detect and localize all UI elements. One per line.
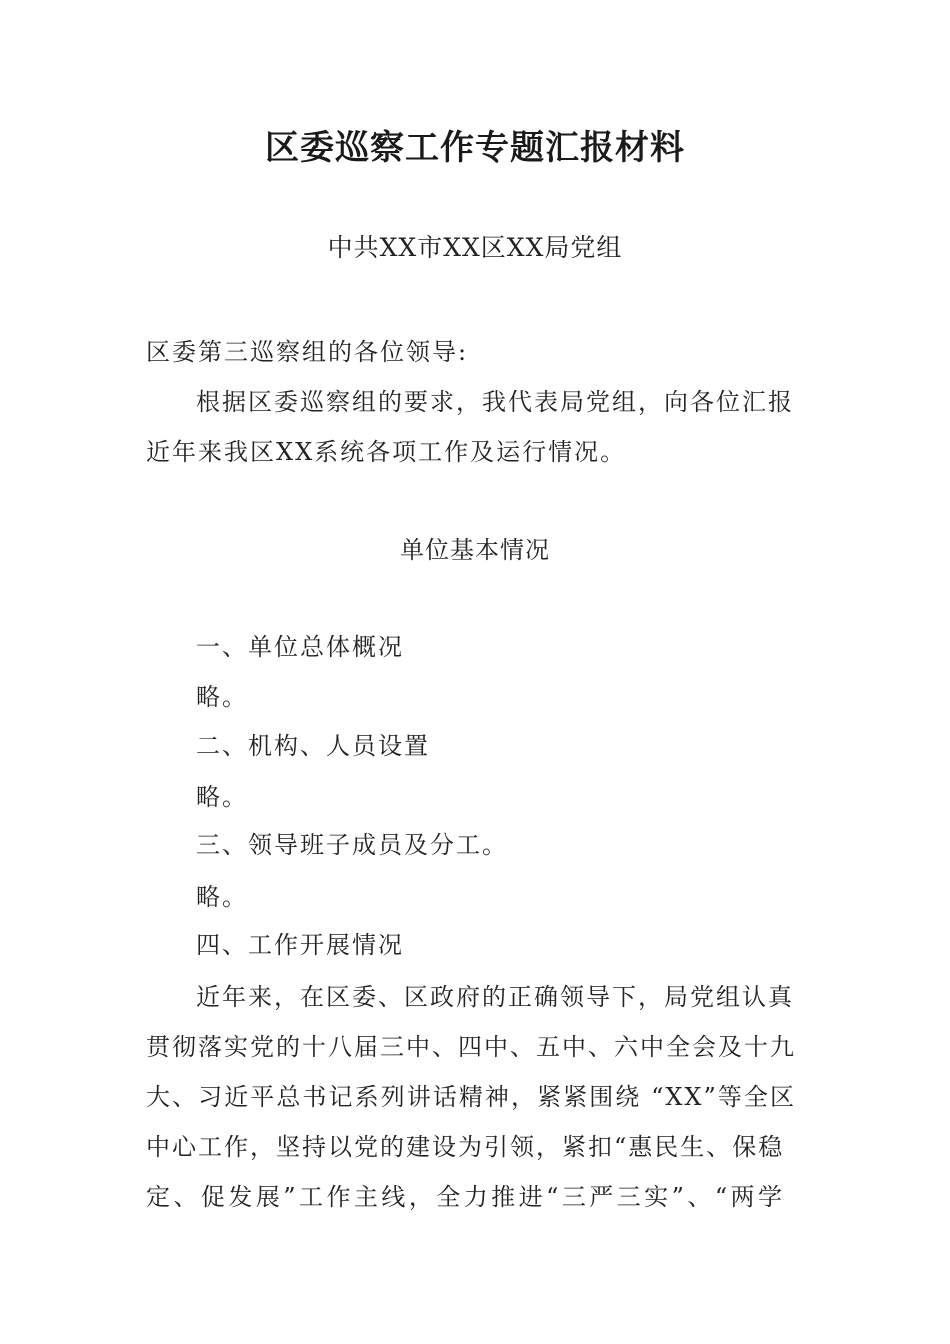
item-body-1: 略。: [196, 683, 248, 711]
item4-body-line-3: 大、习近平总书记系列讲话精神，紧紧围绕 “XX”等全区: [146, 1083, 796, 1111]
section-heading: 单位基本情况: [400, 536, 550, 564]
document-author: 中共XX市XX区XX局党组: [327, 233, 623, 262]
item-body-2: 略。: [196, 783, 248, 811]
salutation: 区委第三巡察组的各位领导:: [146, 338, 469, 366]
item4-body-line-5: 定、促发展”工作主线，全力推进“三严三实”、“两学: [146, 1183, 784, 1211]
document-title: 区委巡察工作专题汇报材料: [265, 128, 685, 168]
intro-line-2: 近年来我区XX系统各项工作及运行情况。: [146, 438, 627, 466]
item-heading-2: 二、机构、人员设置: [196, 732, 430, 760]
item4-body-line-1: 近年来，在区委、区政府的正确领导下，局党组认真: [196, 983, 794, 1011]
item-heading-4: 四、工作开展情况: [196, 931, 404, 959]
item-body-3: 略。: [196, 883, 248, 911]
intro-line-1: 根据区委巡察组的要求，我代表局党组，向各位汇报: [196, 388, 794, 416]
item-heading-3: 三、领导班子成员及分工。: [196, 831, 508, 859]
item4-body-line-2: 贯彻落实党的十八届三中、四中、五中、六中全会及十九: [146, 1033, 796, 1061]
item-heading-1: 一、单位总体概况: [196, 633, 404, 661]
item4-body-line-4: 中心工作，坚持以党的建设为引领，紧扣“惠民生、保稳: [146, 1133, 785, 1161]
